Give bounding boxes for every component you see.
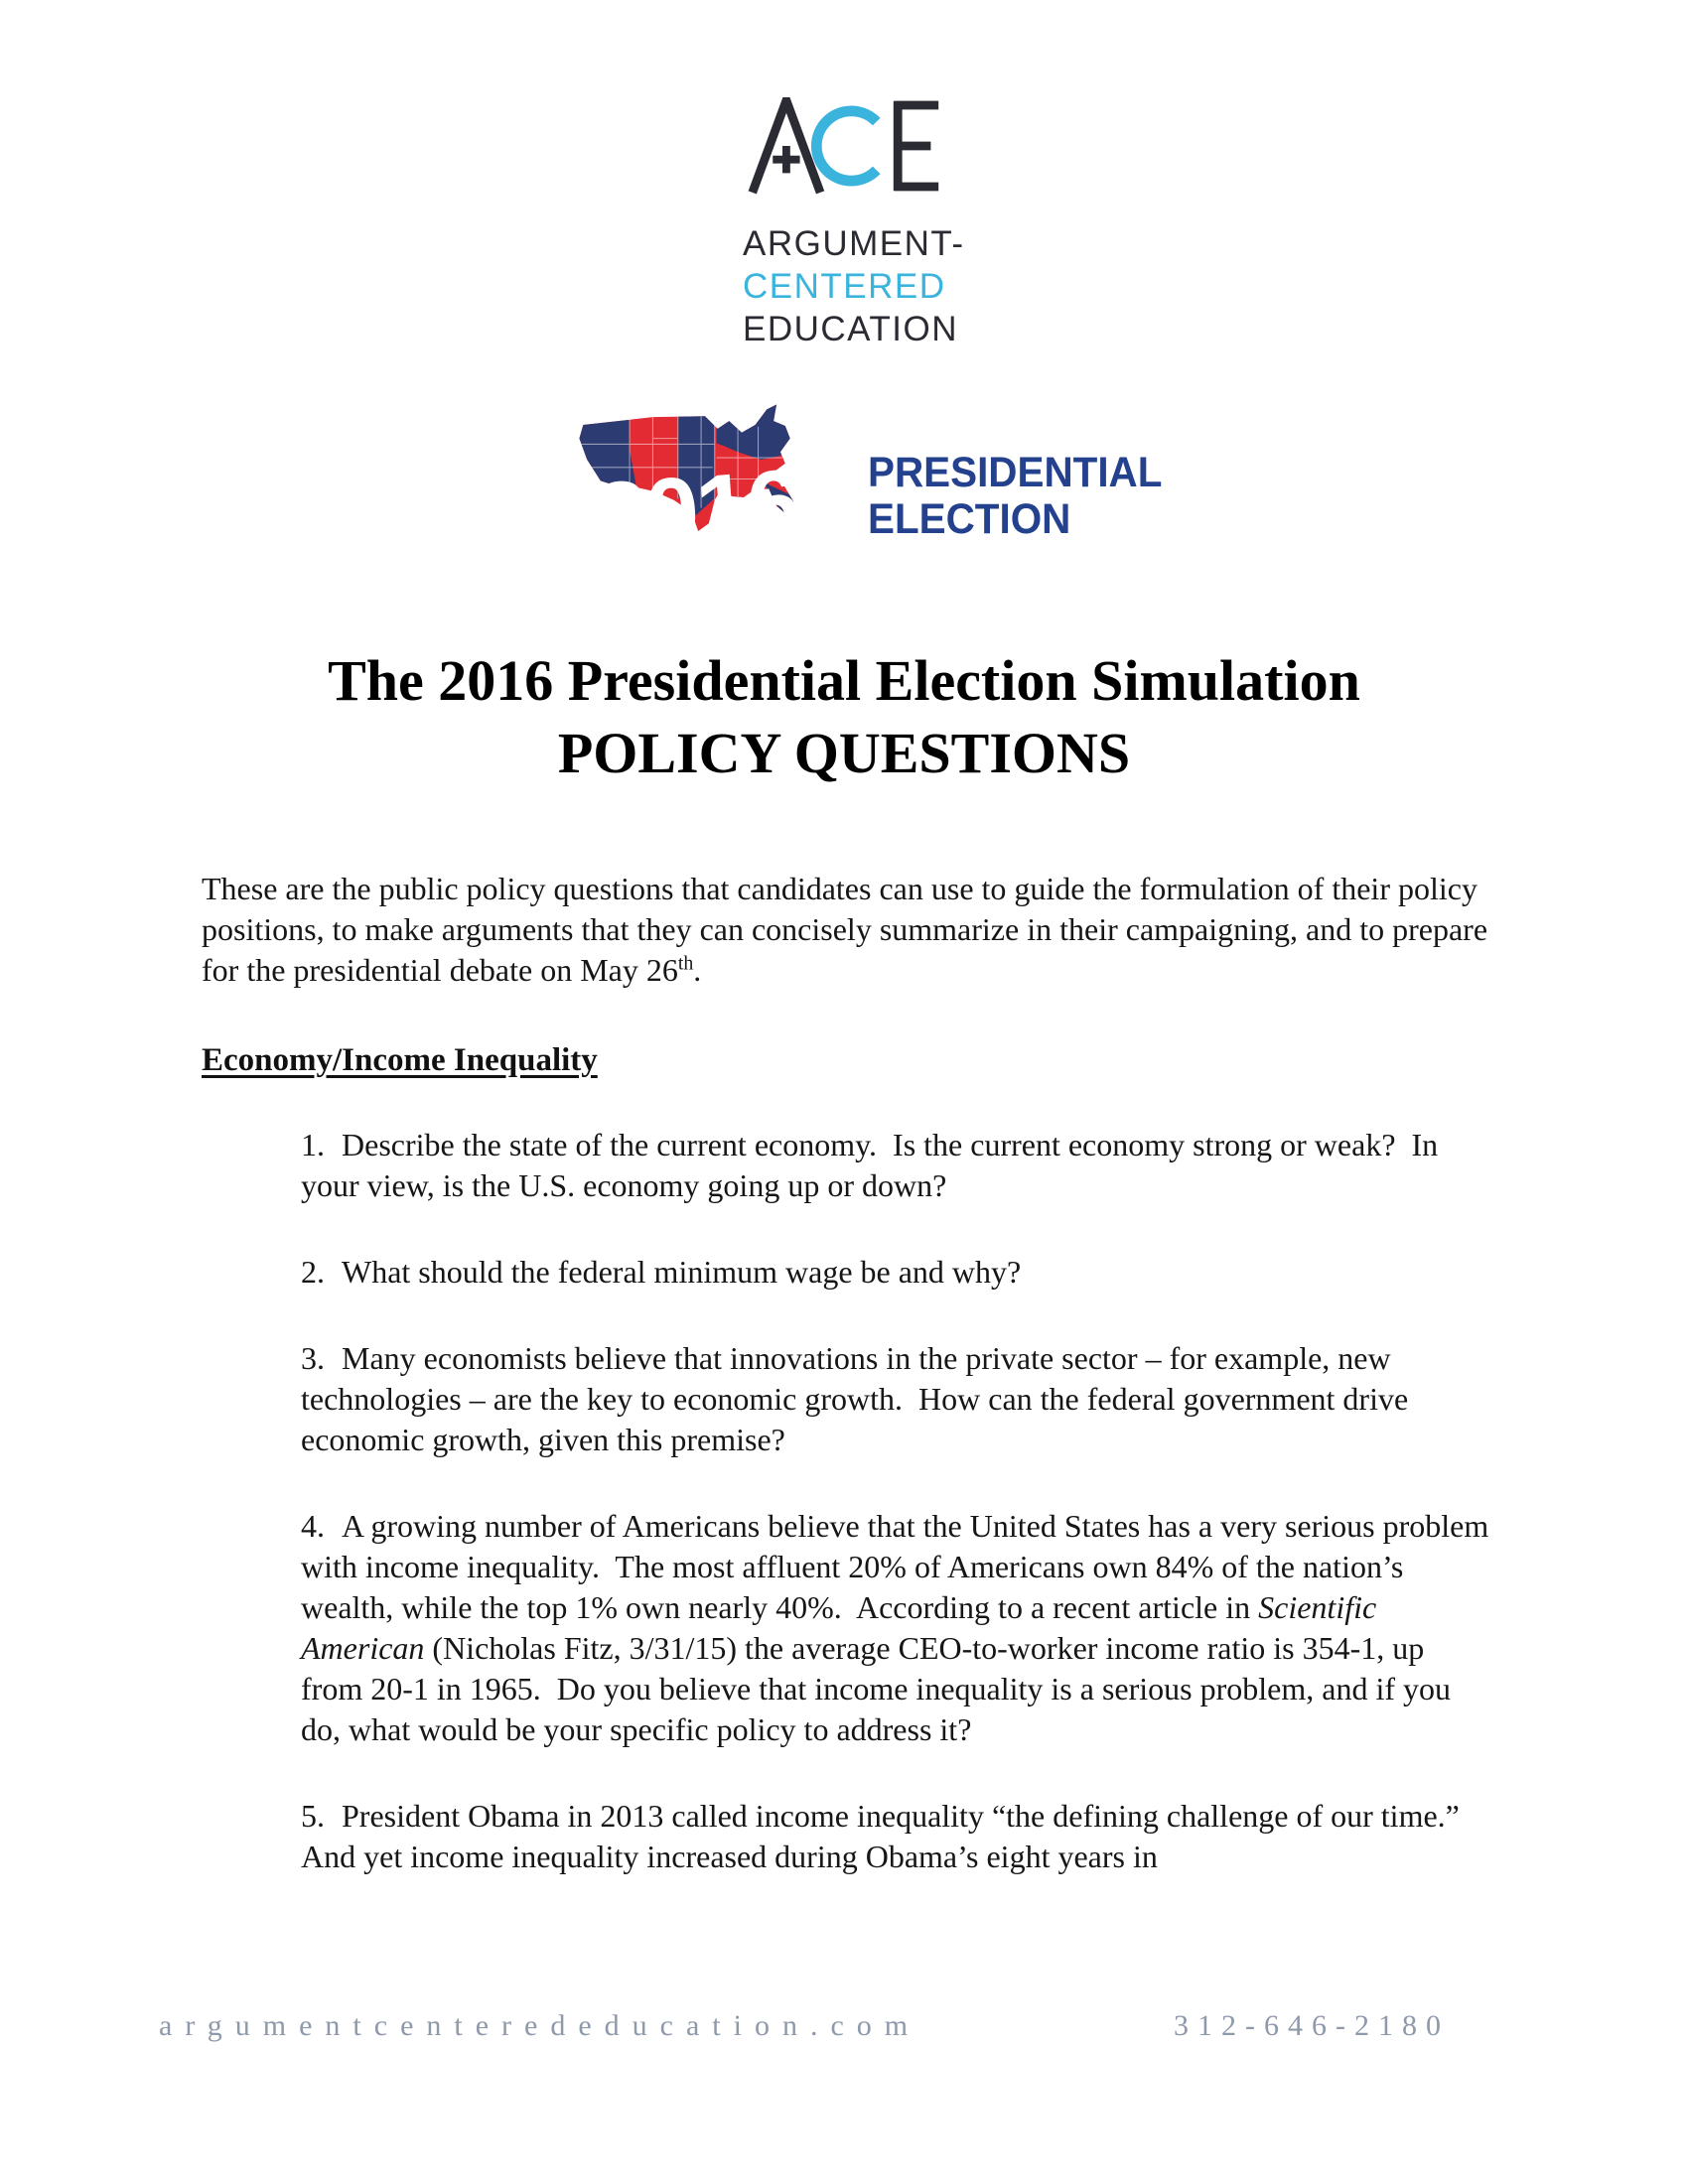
- election-title-line2: ELECTION: [868, 495, 1071, 543]
- title-line-1: The 2016 Presidential Election Simulation: [328, 648, 1360, 713]
- question-number: 3.: [301, 1340, 325, 1376]
- ordinal-suffix: th: [677, 952, 694, 975]
- question-text: A growing number of Americans believe that the United States has a very serious problem with income inequality. The most affluent 20% of Americans own 84% of the nation’s wealth, while the top 1% own nearly 40%. According to a recent article in: [301, 1508, 1489, 1625]
- ace-wordmark: [741, 222, 965, 350]
- title-line-2: POLICY QUESTIONS: [557, 721, 1131, 785]
- question-number: 2.: [301, 1254, 325, 1290]
- footer-phone: 312-646-2180: [1174, 2009, 1450, 2042]
- intro-paragraph: These are the public policy questions that candidates can use to guide the formulation of their policy positions, to make arguments that they can concisely summarize in their campaigning, and to prepare for the presidential debate on May 26th.: [202, 871, 1488, 988]
- wordmark-line-centered: CENTERED: [743, 267, 946, 306]
- question-text: Describe the state of the current economy. Is the current economy strong or weak? In your view, is the U.S. economy going up or down?: [301, 1127, 1439, 1203]
- question-text: What should the federal minimum wage be and why?: [342, 1254, 1022, 1290]
- ace-logo: [0, 0, 1688, 350]
- document-title: [0, 644, 1688, 789]
- journal-title: Scientific American: [301, 1589, 1377, 1666]
- footer-website: argumentcenterededucation.com: [159, 2009, 921, 2042]
- question-1: [301, 1125, 1489, 1206]
- question-number: 4.: [301, 1508, 325, 1544]
- election-2016-graphic: [0, 396, 1688, 597]
- question-text: Many economists believe that innovations in the private sector – for example, new technologies – are the key to economic growth. How can the federal government drive economic growth, given this premise?: [301, 1340, 1409, 1457]
- plus-icon: [773, 146, 799, 173]
- map-year-label: 2016: [591, 449, 802, 572]
- question-2: [301, 1252, 1489, 1293]
- letter-c-shape: [816, 111, 876, 181]
- footer: [159, 2009, 1450, 2043]
- wordmark-line-argument: ARGUMENT-: [743, 224, 965, 263]
- question-5: [301, 1796, 1489, 1877]
- wordmark-line-education: EDUCATION: [743, 310, 959, 348]
- question-4: [301, 1506, 1489, 1750]
- election-title-line1: PRESIDENTIAL: [868, 449, 1163, 496]
- question-number: 5.: [301, 1798, 325, 1834]
- letter-e-shape: [894, 101, 938, 191]
- question-number: 1.: [301, 1127, 325, 1162]
- election-title: [868, 450, 1162, 543]
- question-text: President Obama in 2013 called income inequality “the defining challenge of our time.” And yet income inequality increased during Obama’s eight years in: [301, 1798, 1468, 1874]
- question-text: (Nicholas Fitz, 3/31/15) the average CEO-to-worker income ratio is 354-1, up from 20-1 in 1965. Do you believe that income inequality is a serious problem, and if you do, what would be your specific policy to address it?: [301, 1630, 1451, 1747]
- ace-logo-mark: [743, 97, 946, 195]
- letter-a-shape: [752, 100, 819, 193]
- us-map-graphic: [560, 396, 850, 597]
- question-3: [301, 1338, 1489, 1460]
- section-heading: Economy/Income Inequality: [202, 1042, 598, 1078]
